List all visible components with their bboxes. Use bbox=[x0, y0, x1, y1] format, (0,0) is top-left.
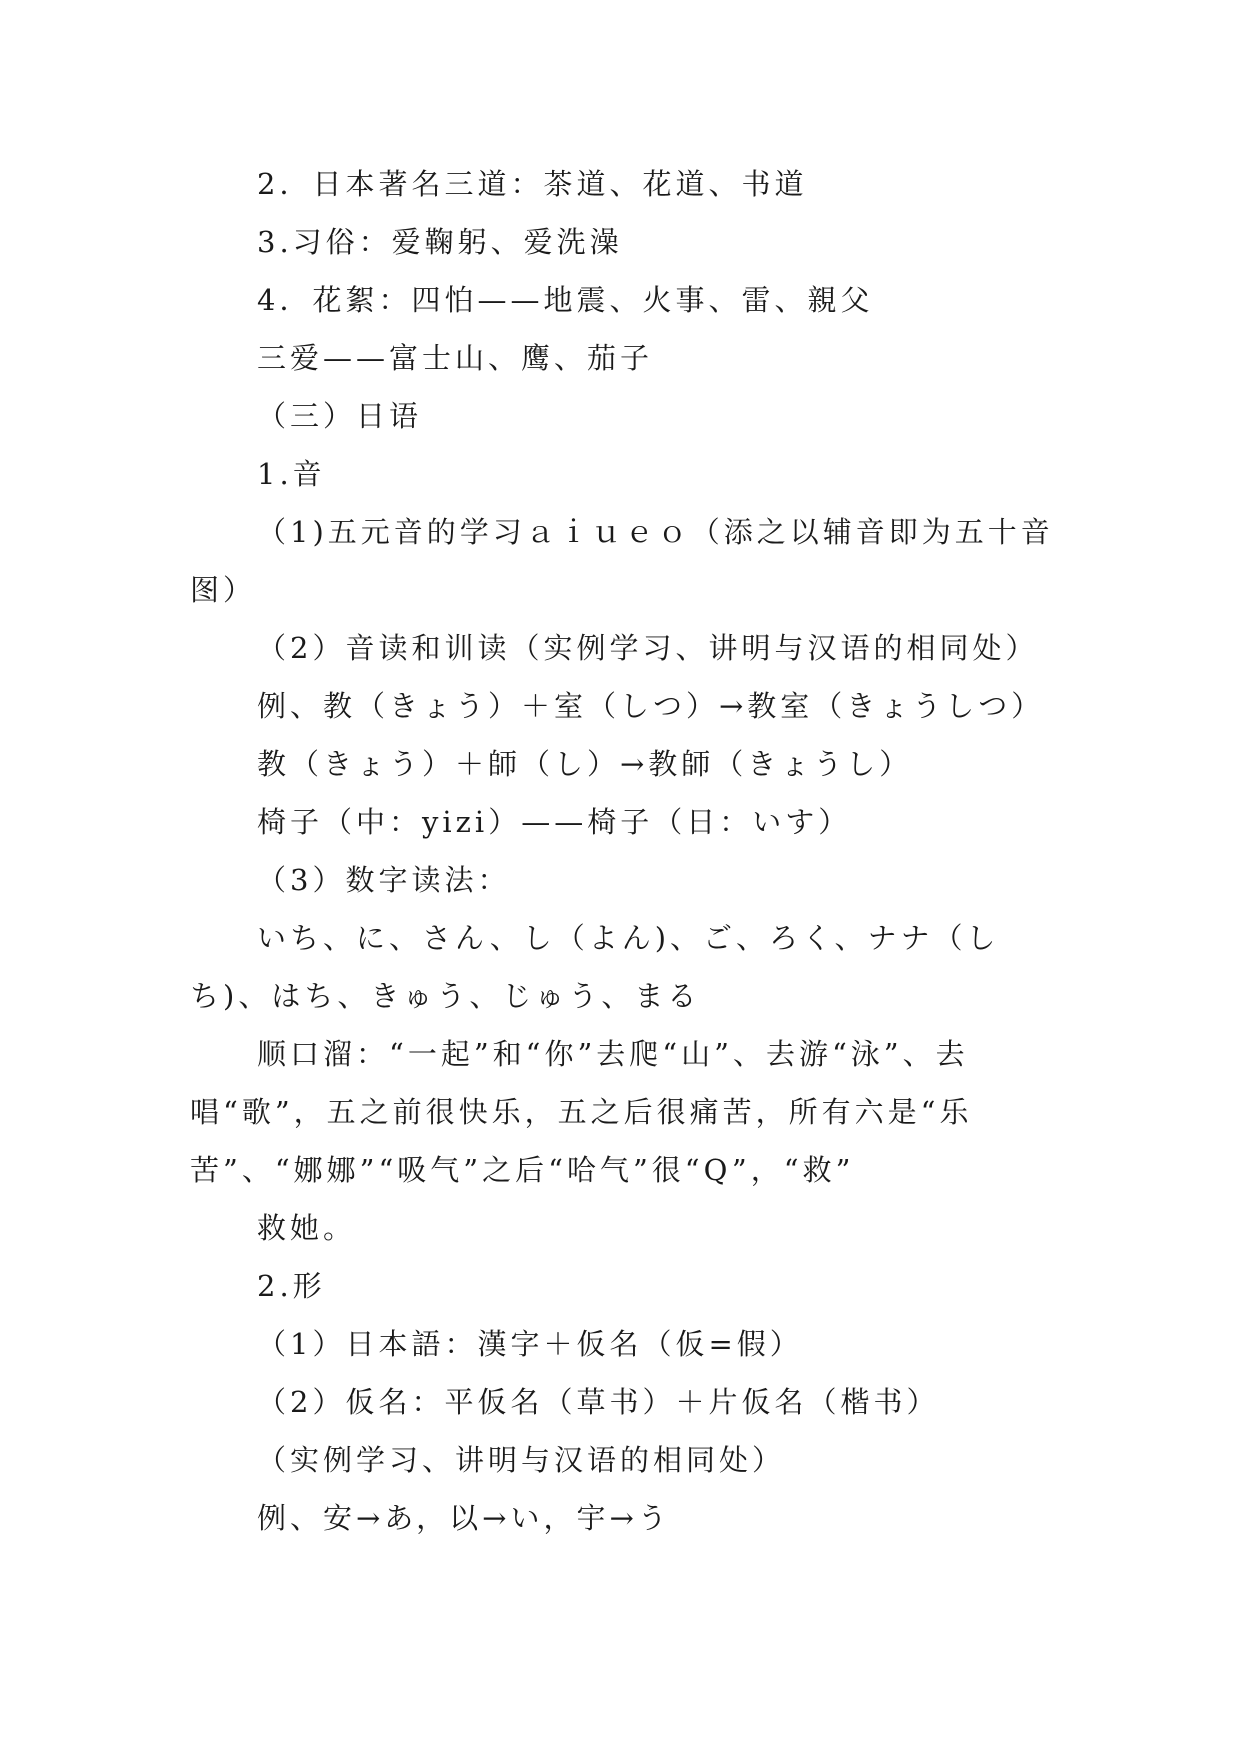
text-line: 图） bbox=[190, 573, 257, 607]
text-line: 教（きょう）＋師（し）→教師（きょうし） bbox=[257, 747, 913, 781]
text-line: （2）音读和训读（实例学习、讲明与汉语的相同处） bbox=[257, 631, 1039, 665]
text-line: 唱“歌”，五之前很快乐，五之后很痛苦，所有六是“乐 bbox=[190, 1095, 973, 1129]
text-line: （实例学习、讲明与汉语的相同处） bbox=[257, 1443, 786, 1477]
text-line: 顺口溜：“一起”和“你”去爬“山”、去游“泳”、去 bbox=[257, 1037, 969, 1071]
section-heading: （三）日语 bbox=[257, 399, 423, 433]
text-line: いち、に、さん、し（よん)、ご、ろく、ナナ（し bbox=[257, 921, 1000, 955]
text-line: 例、安→あ，以→い，宇→う bbox=[257, 1501, 671, 1535]
text-line: （1)五元音的学习ａｉｕｅｏ（添之以辅音即为五十音 bbox=[257, 515, 1054, 549]
subsection-heading: 2.形 bbox=[257, 1269, 326, 1303]
text-line: （1）日本語：漢字＋仮名（仮=假） bbox=[257, 1327, 803, 1361]
text-line: 2．日本著名三道：茶道、花道、书道 bbox=[257, 167, 808, 201]
text-line: 苦”、“娜娜”“吸气”之后“哈气”很“Q”，“救” bbox=[190, 1153, 855, 1187]
text-line: 例、教（きょう）＋室（しつ）→教室（きょうしつ） bbox=[257, 689, 1045, 723]
text-line: 椅子（中：yizi）——椅子（日：いす） bbox=[257, 805, 852, 839]
text-line: 3.习俗：爱鞠躬、爱洗澡 bbox=[257, 225, 623, 259]
text-line: ち)、はち、きゅう、じゅう、まる bbox=[190, 979, 701, 1013]
subsection-heading: 1.音 bbox=[257, 457, 326, 491]
text-line: 4．花絮：四怕——地震、火事、雷、親父 bbox=[257, 283, 874, 317]
text-line: 三爱——富士山、鹰、茄子 bbox=[257, 341, 654, 375]
text-line: （2）仮名：平仮名（草书）＋片仮名（楷书） bbox=[257, 1385, 940, 1419]
text-line: （3）数字读法： bbox=[257, 863, 511, 897]
text-line: 救她。 bbox=[257, 1211, 357, 1245]
